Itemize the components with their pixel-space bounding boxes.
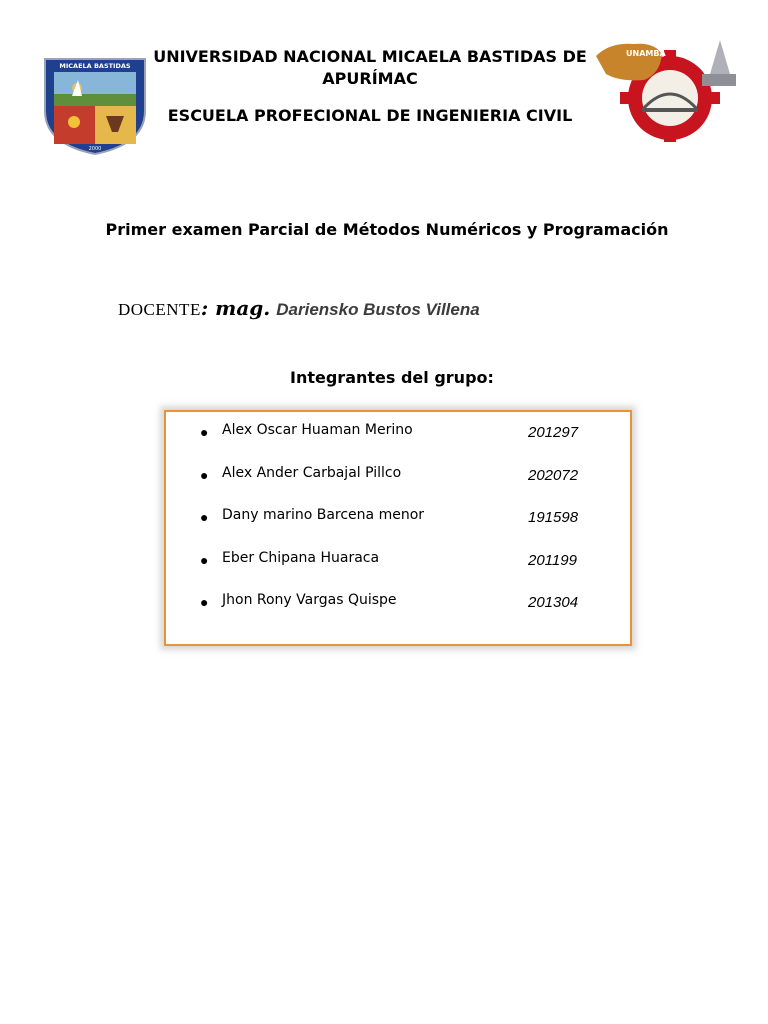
- bullet-icon: ●: [200, 552, 209, 568]
- docente-label: DOCENTE: [118, 300, 201, 319]
- seal-top-text: MICAELA BASTIDAS: [59, 62, 131, 70]
- docente-name: Dariensko Bustos Villena: [276, 300, 480, 319]
- group-heading: Integrantes del grupo:: [290, 368, 494, 387]
- member-code: 201304: [528, 594, 579, 611]
- list-item: [166, 550, 630, 574]
- bullet-icon: ●: [200, 509, 209, 525]
- school-title: ESCUELA PROFECIONAL DE INGENIERIA CIVIL: [167, 106, 573, 125]
- list-item: [166, 592, 630, 616]
- list-item: [166, 422, 630, 446]
- member-code: 191598: [528, 509, 579, 526]
- member-code: 201297: [528, 424, 579, 441]
- members-box: [164, 410, 632, 646]
- emblem-top-text: UNAMBA: [626, 49, 666, 58]
- engineering-faculty-emblem: [590, 34, 750, 142]
- exam-title: Primer examen Parcial de Métodos Numéricos y Programación: [105, 220, 669, 239]
- bullet-icon: ●: [200, 594, 209, 610]
- member-code: 201199: [528, 552, 577, 569]
- docente-title: : mag.: [200, 296, 271, 320]
- bullet-icon: ●: [200, 467, 209, 483]
- docente-line: [118, 296, 480, 320]
- bullet-icon: ●: [200, 424, 209, 440]
- list-item: [166, 465, 630, 489]
- university-title: UNIVERSIDAD NACIONAL MICAELA BASTIDAS DE APURÍMAC: [153, 47, 587, 88]
- member-name: Alex Oscar Huaman Merino: [222, 422, 413, 438]
- member-name: Dany marino Barcena menor: [222, 507, 425, 523]
- member-name: Jhon Rony Vargas Quispe: [222, 592, 397, 608]
- member-name: Eber Chipana Huaraca: [222, 550, 380, 566]
- list-item: [166, 507, 630, 531]
- member-name: Alex Ander Carbajal Pillco: [222, 465, 402, 481]
- member-code: 202072: [528, 467, 579, 484]
- seal-year-text: 2000: [88, 146, 102, 152]
- university-seal-logo: [42, 56, 148, 156]
